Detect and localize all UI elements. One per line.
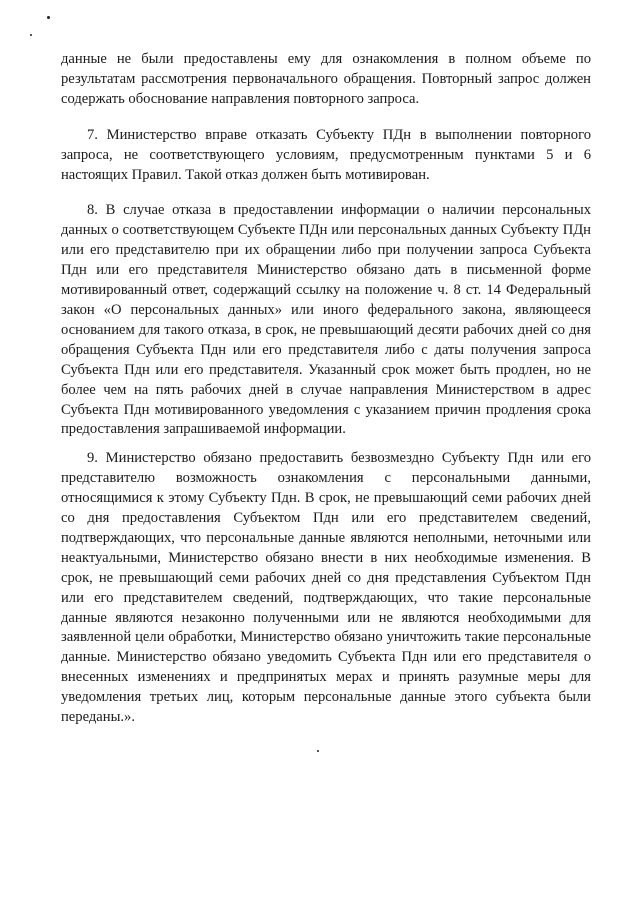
paragraph-item-9: 9. Министерство обязано предоставить безвозмездно Субъекту Пдн или его представителю возможность ознакомления с персональными данными, относящимися к этому Субъекту Пдн. В срок, не превышающий семи рабочих дней со дня предоставления Субъектом Пдн или его представителем сведений, подтверждающих, что персональные данные являются неполными, неточными или неактуальными, Министерство обязано внести в них необходимые изменения. В срок, не превышающий семи рабочих дней со дня представления Субъектом Пдн или его представителем сведений, подтверждающих, что такие персональные данные являются незаконно полученными или не являются необходимыми для заявленной цели обработки, Министерство обязано уничтожить такие персональные данные. Министерство обязано уведомить Субъекта Пдн или его представителя о внесенных изменениях и предпринятых мерах и принять разумные меры для уведомления третьих лиц, которым персональные данные этого субъекта были переданы.». — [61, 450, 591, 726]
paragraph-item-7: 7. Министерство вправе отказать Субъекту ПДн в выполнении повторного запроса, не соответствующего условиям, предусмотренным пунктами 5 и 6 настоящих Правил. Такой отказ должен быть мотивирован. — [61, 126, 591, 183]
paragraph-continuation: данные не были предоставлены ему для ознакомления в полном объеме по результатам рассмотрения первоначального обращения. Повторный запрос должен содержать обоснование направления повторного запроса. — [61, 51, 591, 107]
scan-speck — [317, 750, 319, 752]
document-body — [61, 50, 591, 728]
paragraph-item-8: 8. В случае отказа в предоставлении информации о наличии персональных данных о соответствующем Субъекте ПДн или персональных данных Субъекту ПДн или его представителю при их обращении либо при получении запроса Субъекта Пдн или его представителя Министерство обязано дать в письменной форме мотивированный ответ, содержащий ссылку на положение ч. 8 ст. 14 Федеральный закон «О персональных данных» или иного федерального закона, являющееся основанием для такого отказа, в срок, не превышающий десяти рабочих дней со дня обращения Субъекта Пдн или его представителя либо с даты получения запроса Субъекта Пдн или его представителя. Указанный срок может быть продлен, но не более чем на пять рабочих дней в случае направления Министерством в адрес Субъекта Пдн мотивированного уведомления с указанием причин продления срока предоставления запрашиваемой информации. — [61, 202, 591, 438]
scan-speck — [30, 34, 32, 36]
scan-speck — [47, 16, 50, 19]
